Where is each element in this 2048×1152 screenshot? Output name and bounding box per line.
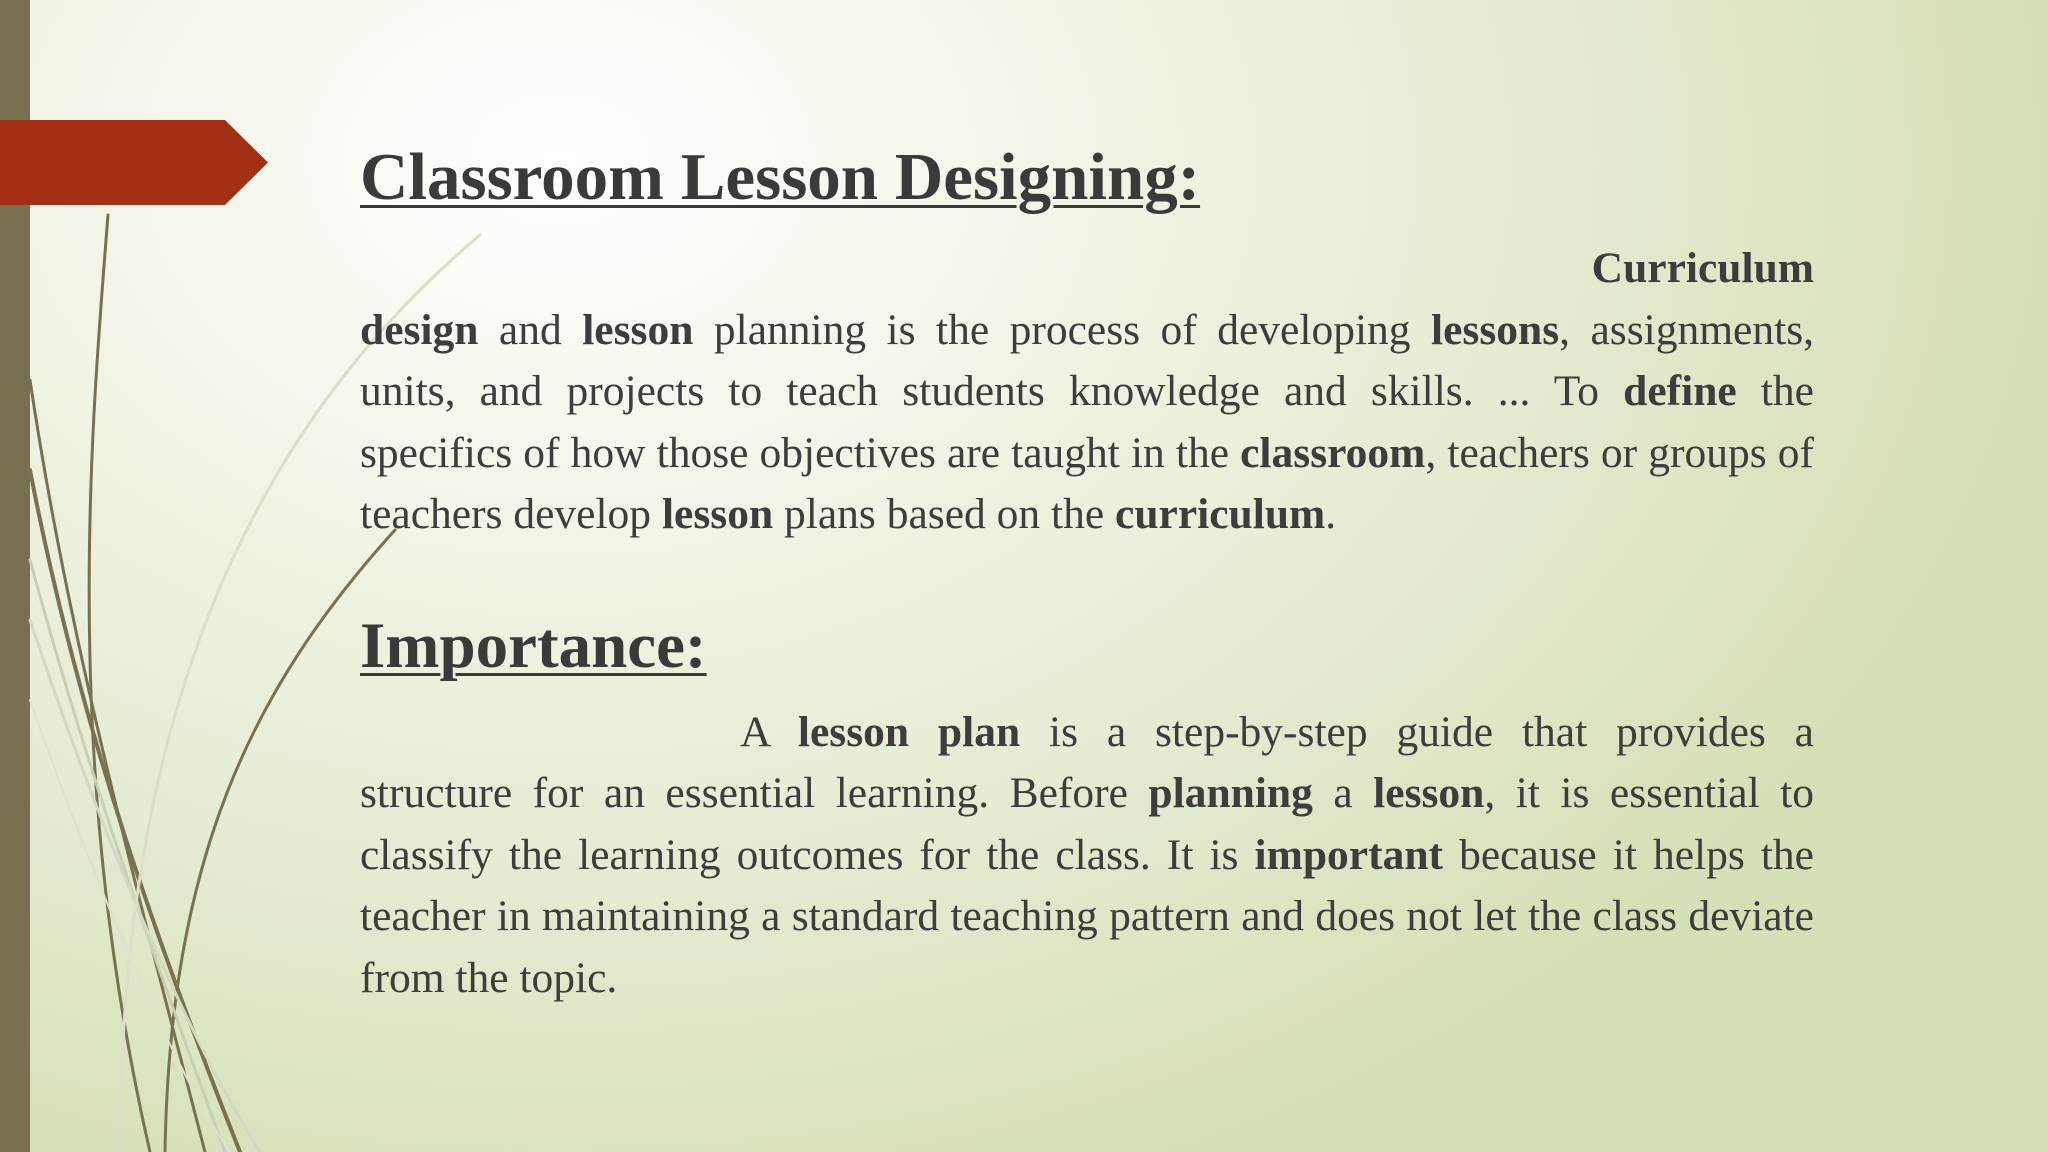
importance-paragraph: A lesson plan is a step-by-step guide that provides a structure for an essential learning. Before planning a lesson, it is essential to classify the learning outcomes for the class. It is important because it helps the teacher in maintaining a standard teaching pattern and does not let the class deviate from the topic. (360, 707, 1815, 1002)
slide-content (360, 138, 1814, 1009)
slide-title: Classroom Lesson Designing: (360, 140, 1201, 214)
title-arrow-banner (0, 120, 268, 205)
importance-heading: Importance: (360, 609, 707, 682)
curriculum-paragraph: design and lesson planning is the process of developing lessons, assignments, units, and projects to teach students knowledge and skills. ... To define the specifics of how those objectives are taught in the classroom, teachers or groups of teachers develop lesson plans based on the curriculum. (360, 305, 1814, 538)
lead-word: Curriculum (1591, 244, 1814, 292)
